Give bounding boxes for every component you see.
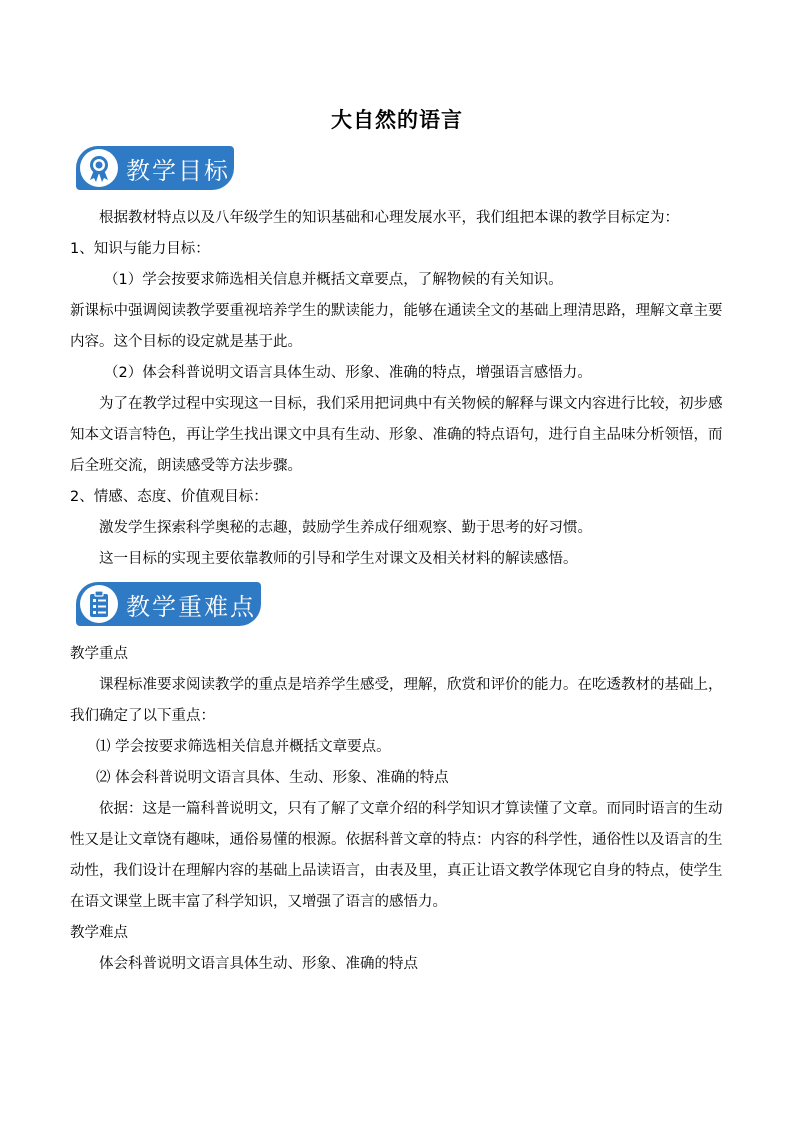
section-banner-key-points xyxy=(76,582,261,626)
goal-item-1: （1）学会按要求筛选相关信息并概括文章要点，了解物候的有关知识。 xyxy=(104,272,563,288)
award-ribbon-icon xyxy=(80,149,118,187)
goal-item-2: （2）体会科普说明文语言具体生动、形象、准确的特点，增强语言感悟力。 xyxy=(104,365,592,381)
goals-heading-2: 2、情感、态度、价值观目标： xyxy=(70,489,268,505)
goal-item-3-note: 这一目标的实现主要依靠教师的引导和学生对课文及相关材料的解读感悟。 xyxy=(99,551,578,567)
difficulty-item: 体会科普说明文语言具体生动、形象、准确的特点 xyxy=(99,956,418,972)
goal-item-2-note: 为了在教学过程中实现这一目标，我们采用把词典中有关物候的解释与课文内容进行比较，初步感知本文语言特色，再让学生找出课文中具有生动、形象、准确的特点语句，进行自主品味分析领悟，而后全班交流，朗读感受等方法步骤。 xyxy=(70,396,723,474)
section-title-key-points: 教学重难点 xyxy=(126,592,256,621)
goal-item-1-note: 新课标中强调阅读教学要重视培养学生的默读能力，能够在通读全文的基础上理清思路，理解文章主要内容。这个目标的设定就是基于此。 xyxy=(70,303,723,350)
section-title-goals: 教学目标 xyxy=(126,156,230,185)
section-banner-goals xyxy=(76,146,234,190)
goals-intro: 根据教材特点以及八年级学生的知识基础和心理发展水平，我们组把本课的教学目标定为： xyxy=(99,210,679,226)
key-basis: 依据：这是一篇科普说明文，只有了解了文章介绍的科学知识才算读懂了文章。而同时语言的生动性又是让文章饶有趣味，通俗易懂的根源。依据科普文章的特点：内容的科学性，通俗性以及语言的生动性，我们设计在理解内容的基础上品读语言，由表及里，真正让语文教学体现它自身的特点，使学生在语文课堂上既丰富了科学知识，又增强了语言的感悟力。 xyxy=(70,801,723,910)
clipboard-checklist-icon xyxy=(80,585,118,623)
key-heading: 教学重点 xyxy=(70,646,128,662)
key-item-1: ⑴ 学会按要求筛选相关信息并概括文章要点。 xyxy=(96,739,391,755)
page-title: 大自然的语言 xyxy=(331,108,463,132)
goal-item-3: 激发学生探索科学奥秘的志趣，鼓励学生养成仔细观察、勤于思考的好习惯。 xyxy=(99,520,592,536)
key-item-2: ⑵ 体会科普说明文语言具体、生动、形象、准确的特点 xyxy=(96,770,449,786)
key-intro: 课程标准要求阅读教学的重点是培养学生感受，理解，欣赏和评价的能力。在吃透教材的基础上，我们确定了以下重点： xyxy=(70,677,723,724)
difficulty-heading: 教学难点 xyxy=(70,925,128,941)
goals-heading-1: 1、知识与能力目标： xyxy=(70,241,210,257)
